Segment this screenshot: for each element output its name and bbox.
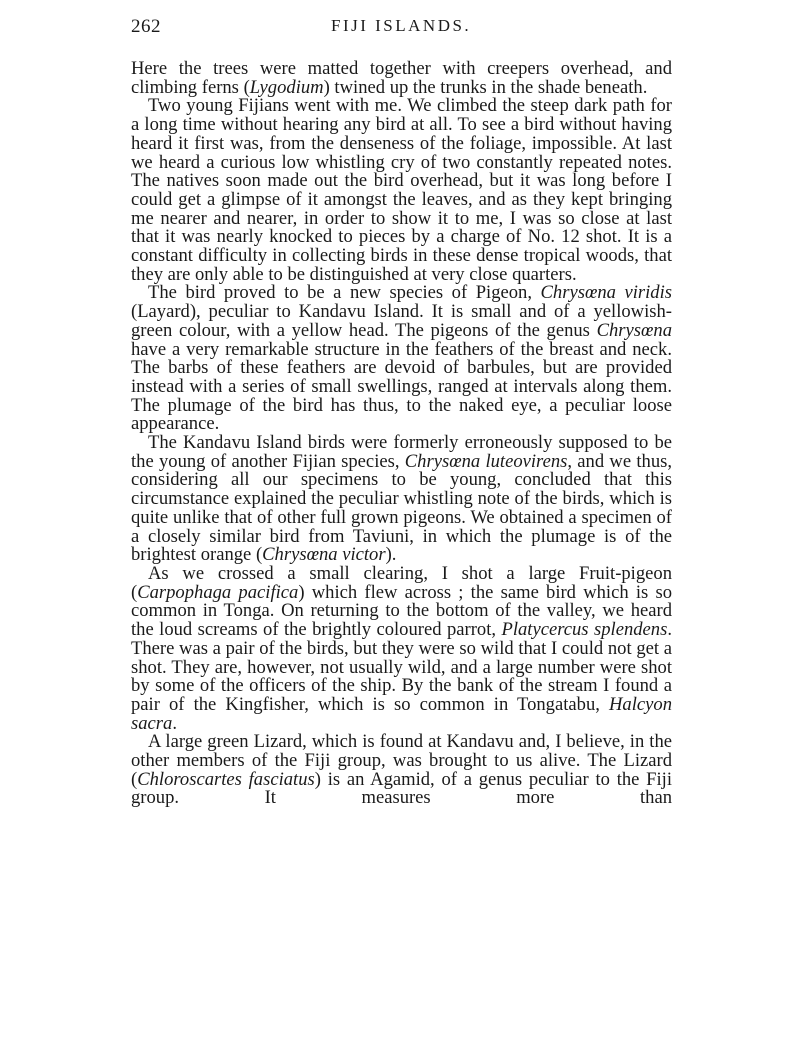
text-run: A large green Lizard, which is found at Kandavu and, I believe, in the other members of the Fiji group, was brought to us alive. The Lizard ( bbox=[131, 731, 672, 790]
text-run: The Kandavu Island birds were formerly erroneously supposed to be the young of another Fijian species, bbox=[131, 432, 672, 472]
paragraph bbox=[131, 284, 672, 434]
italic-text: Chrysœna victor bbox=[262, 544, 386, 566]
text-run: Here the trees were matted together with creepers overhead, and climbing ferns ( bbox=[131, 58, 672, 98]
paragraph bbox=[131, 97, 672, 284]
text-run: (Layard), peculiar to Kandavu Island. It is small and of a yellowish-green colour, with a yellow head. The pigeons of the genus bbox=[131, 301, 672, 341]
italic-text: Chloroscartes fasciatus bbox=[137, 768, 315, 790]
paragraph bbox=[131, 434, 672, 565]
text-run: , and we thus, considering all our specimens to be young, concluded that this circumstance explained the peculiar whistling note of the birds, which is quite unlike that of other full grown pigeons. We obtained a specimen of a closely similar bird from Taviuni, in which the plumage is of the brightest orange ( bbox=[131, 450, 673, 566]
italic-text: Platycercus splendens bbox=[501, 619, 668, 641]
text-run: . bbox=[172, 712, 177, 734]
page-header bbox=[131, 16, 672, 42]
italic-text: Chrysœna viridis bbox=[540, 282, 673, 304]
page-number: 262 bbox=[131, 16, 161, 37]
text-run: ) is an Agamid, of a genus peculiar to the Fiji group. It measures more than bbox=[131, 768, 672, 809]
body-text bbox=[131, 60, 672, 808]
text-run: have a very remarkable structure in the feathers of the breast and neck. The barbs of these feathers are devoid of barbules, but are provided instead with a series of small swellings, ranged at intervals along them. The plumage of the bird has thus, to the naked eye, a peculiar loose appearance. bbox=[131, 338, 672, 435]
italic-text: Chrysœna luteovirens bbox=[404, 450, 568, 472]
italic-text: Chrysœna bbox=[596, 319, 672, 341]
text-run: As we crossed a small clearing, I shot a large Fruit-pigeon ( bbox=[131, 562, 672, 603]
text-run: The bird proved to be a new species of Pigeon, bbox=[148, 282, 541, 304]
text-run: . There was a pair of the birds, but they were so wild that I could not get a shot. They are, however, not usually wild, and a large number were shot by some of the officers of the ship. By the bank of the stream I found a pair of the Kingfisher, which is so common in Tongatabu, bbox=[131, 619, 672, 715]
running-head: FIJI ISLANDS. bbox=[331, 16, 472, 35]
italic-text: Lygodium bbox=[249, 76, 324, 98]
italic-text: Halcyon sacra bbox=[131, 693, 672, 734]
text-run: ). bbox=[385, 544, 397, 566]
text-run: ) twined up the trunks in the shade beneath. bbox=[323, 76, 648, 98]
paragraph bbox=[131, 60, 672, 97]
italic-text: Carpophaga pacifica bbox=[137, 581, 299, 603]
paragraph bbox=[131, 562, 672, 734]
text-run: ) which flew across ; the same bird which is so common in Tonga. On returning to the bottom of the valley, we heard the loud screams of the brightly coloured parrot, bbox=[131, 581, 672, 641]
text-run: Two young Fijians went with me. We climbed the steep dark path for a long time without hearing any bird at all. To see a bird without having heard it first was, from the denseness of the foliage, impossible. At last we heard a curious low whistling cry of two constantly repeated notes. The natives soon made out the bird overhead, but it was long before I could get a glimpse of it amongst the leaves, and as they kept bringing me nearer and nearer, in order to show it to me, I was so close at last that it was nearly knocked to pieces by a charge of No. 12 shot. It is a constant difficulty in collecting birds in these dense tropical woods, that they are only able to be distinguished at very close quarters. bbox=[131, 95, 672, 285]
paragraph bbox=[131, 733, 672, 808]
